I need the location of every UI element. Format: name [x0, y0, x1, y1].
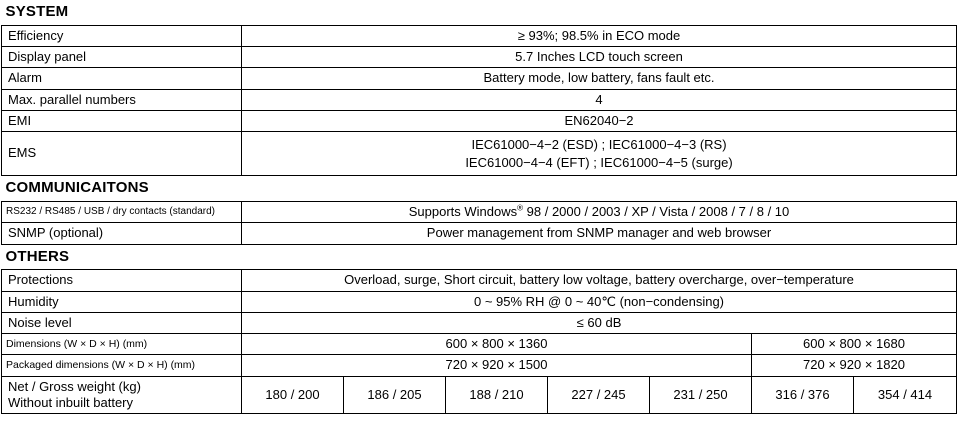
row-label: Efficiency [2, 25, 242, 46]
specification-table [1, 0, 957, 414]
section-header-others [2, 244, 957, 270]
section-header-system [2, 0, 957, 25]
row-value-line1: IEC61000−4−2 (ESD) ; IEC61000−4−3 (RS) [471, 137, 727, 152]
row-label: SNMP (optional) [2, 223, 242, 244]
row-value: Battery mode, low battery, fans fault etc. [242, 68, 957, 89]
row-label: Packaged dimensions (W × D × H) (mm) [2, 355, 242, 376]
row-label [2, 376, 242, 414]
table-row [2, 47, 957, 68]
row-value: 5.7 Inches LCD touch screen [242, 47, 957, 68]
row-label: RS232 / RS485 / USB / dry contacts (standard) [2, 201, 242, 223]
weight-value: 180 / 200 [242, 376, 344, 414]
row-value: 4 [242, 89, 957, 110]
table-row-dimensions [2, 334, 957, 355]
weight-value: 227 / 245 [548, 376, 650, 414]
row-label: EMI [2, 110, 242, 131]
row-value: 0 ~ 95% RH @ 0 ~ 40℃ (non−condensing) [242, 291, 957, 312]
row-value [242, 132, 957, 176]
packaged-value-2: 720 × 920 × 1820 [752, 355, 957, 376]
table-row [2, 270, 957, 291]
row-value: ≥ 93%; 98.5% in ECO mode [242, 25, 957, 46]
weight-value: 231 / 250 [650, 376, 752, 414]
weight-value: 188 / 210 [446, 376, 548, 414]
row-label-line2: Without inbuilt battery [8, 394, 134, 410]
section-title: COMMUNICAITONS [2, 176, 957, 202]
row-value: ≤ 60 dB [242, 312, 957, 333]
table-row [2, 25, 957, 46]
row-label: Display panel [2, 47, 242, 68]
section-title: SYSTEM [2, 0, 957, 25]
row-label: Alarm [2, 68, 242, 89]
dimensions-value-1: 600 × 800 × 1360 [242, 334, 752, 355]
table-row-weight [2, 376, 957, 414]
section-title: OTHERS [2, 244, 957, 270]
table-row [2, 110, 957, 131]
packaged-value-1: 720 × 920 × 1500 [242, 355, 752, 376]
row-value-line2: IEC61000−4−4 (EFT) ; IEC61000−4−5 (surge) [465, 154, 733, 170]
dimensions-value-2: 600 × 800 × 1680 [752, 334, 957, 355]
row-value-text: Supports Windows® 98 / 2000 / 2003 / XP / Vista / 2008 / 7 / 8 / 10 [408, 203, 790, 220]
row-value [242, 201, 957, 223]
row-value: EN62040−2 [242, 110, 957, 131]
table-row [2, 223, 957, 244]
row-value: Overload, surge, Short circuit, battery low voltage, battery overcharge, over−temperature [242, 270, 957, 291]
row-label: Protections [2, 270, 242, 291]
table-row [2, 89, 957, 110]
section-header-communications [2, 176, 957, 202]
row-value: Power management from SNMP manager and web browser [242, 223, 957, 244]
row-label-line1: Net / Gross weight (kg) [8, 378, 141, 394]
table-row [2, 68, 957, 89]
row-label: Noise level [2, 312, 242, 333]
table-row-packaged-dimensions [2, 355, 957, 376]
row-label: EMS [2, 132, 242, 176]
weight-value: 186 / 205 [344, 376, 446, 414]
table-row [2, 132, 957, 176]
row-label: Max. parallel numbers [2, 89, 242, 110]
weight-value: 316 / 376 [752, 376, 854, 414]
table-row [2, 312, 957, 333]
weight-value: 354 / 414 [854, 376, 957, 414]
row-label: Dimensions (W × D × H) (mm) [2, 334, 242, 355]
row-label: Humidity [2, 291, 242, 312]
table-row [2, 291, 957, 312]
table-row [2, 201, 957, 223]
